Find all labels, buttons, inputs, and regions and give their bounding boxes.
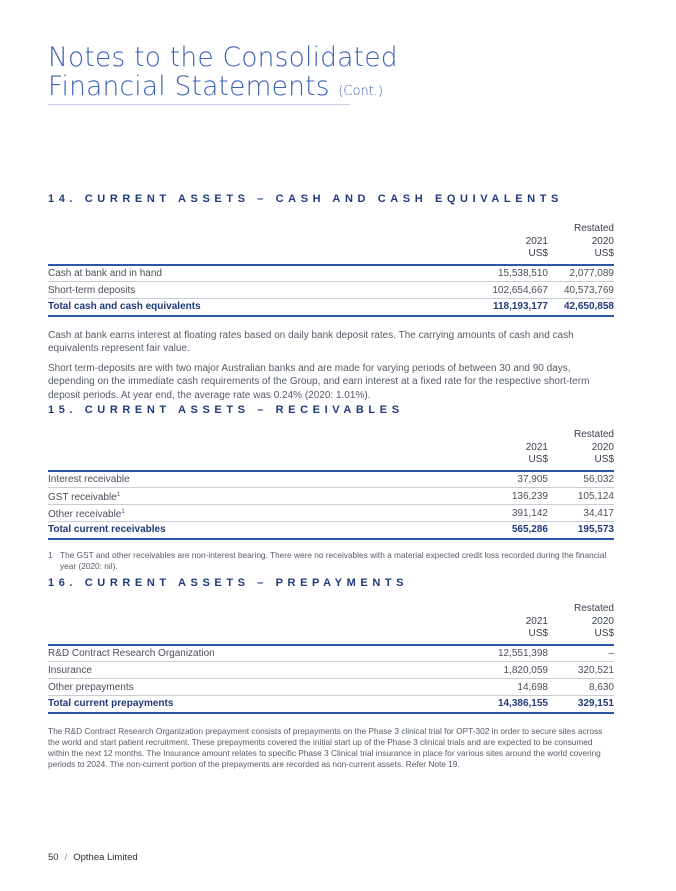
prepayments-table <box>48 603 614 714</box>
total-value-2020: 195,573 <box>548 522 614 539</box>
table-row <box>48 488 614 505</box>
row-label: Insurance <box>48 662 478 679</box>
receivables-table <box>48 429 614 540</box>
col-2021-header: 2021 US$ <box>525 441 548 465</box>
footnote-number: 1 <box>48 549 53 560</box>
table-row <box>48 505 614 522</box>
col-2020-header: Restated 2020 US$ <box>573 223 614 259</box>
table-header-row <box>48 223 614 265</box>
page-footer <box>48 852 138 863</box>
footer-separator: / <box>64 852 68 863</box>
total-value-2021: 14,386,155 <box>478 696 548 713</box>
title-divider <box>48 104 350 105</box>
row-value-2021: 15,538,510 <box>478 265 548 282</box>
page-number: 50 <box>48 852 59 863</box>
section-16-heading: 16. CURRENT ASSETS – PREPAYMENTS <box>48 577 409 589</box>
col-2020-header: Restated 2020 US$ <box>573 603 614 639</box>
row-value-2021: 37,905 <box>478 471 548 488</box>
table-row <box>48 645 614 662</box>
row-value-2020: 56,032 <box>548 471 614 488</box>
col-2021-header: 2021 US$ <box>525 615 548 639</box>
table-row <box>48 662 614 679</box>
total-label: Total current prepayments <box>48 696 478 713</box>
row-value-2020: 40,573,769 <box>548 282 614 299</box>
total-value-2021: 118,193,177 <box>478 299 548 316</box>
table-total-row <box>48 299 614 316</box>
cash-note-paragraph-1: Cash at bank earns interest at floating rates based on daily bank deposit rates. The carrying amounts of cash and cash equivalents represent fair value. <box>48 329 574 354</box>
table-header-row <box>48 603 614 645</box>
row-label: Interest receivable <box>48 471 478 488</box>
footnote-ref: 1 <box>121 508 125 515</box>
row-value-2021: 391,142 <box>478 505 548 522</box>
table-total-row <box>48 696 614 713</box>
row-value-2021: 14,698 <box>478 679 548 696</box>
section-16 <box>48 577 614 770</box>
row-value-2020: 105,124 <box>548 488 614 505</box>
cash-table <box>48 223 614 317</box>
footnote-ref: 1 <box>116 491 121 498</box>
table-header-row <box>48 429 614 471</box>
section-15-heading: 15. CURRENT ASSETS – RECEIVABLES <box>48 404 404 416</box>
page-title <box>48 43 398 106</box>
row-value-2021: 136,239 <box>478 488 548 505</box>
table-total-row <box>48 522 614 539</box>
row-label: GST receivable$^1$ <box>48 488 478 505</box>
row-label: Other prepayments <box>48 679 478 696</box>
col-2020-header: Restated 2020 US$ <box>573 429 614 465</box>
row-value-2021: 102,654,667 <box>478 282 548 299</box>
row-value-2020: 34,417 <box>548 505 614 522</box>
row-value-2021: 12,551,398 <box>478 645 548 662</box>
title-line-2 <box>48 72 398 106</box>
total-label: Total cash and cash equivalents <box>48 299 478 316</box>
total-label: Total current receivables <box>48 522 478 539</box>
company-name: Opthea Limited <box>73 852 138 863</box>
title-line-2-text: Financial Statements <box>48 71 330 102</box>
total-value-2021: 565,286 <box>478 522 548 539</box>
table-row <box>48 282 614 299</box>
prepayments-note: The R&D Contract Research Organization prepayment consists of prepayments on the Phase 3 clinical trial for OPT-302 in order to secure sites across the world and start patient recruitment. These prepayments covered the initial start up of the Phase 3 clinical trials and are expected to be consumed within the next 12 months. The Insurance amount relates to specific Phase 3 Clinical trial insurance in place for various sites around the world covering periods to 2024. The non-current portion of the prepayments are recorded as non-current assets. Refer Note 19. <box>48 725 603 769</box>
row-label: Cash at bank and in hand <box>48 265 478 282</box>
table-row <box>48 471 614 488</box>
row-value-2020: 320,521 <box>548 662 614 679</box>
title-cont: (Cont.) <box>338 84 384 99</box>
footnote <box>48 550 614 572</box>
table-row <box>48 679 614 696</box>
row-value-2020: – <box>548 645 614 662</box>
row-value-2020: 8,630 <box>548 679 614 696</box>
row-value-2021: 1,820,059 <box>478 662 548 679</box>
row-label: Other receivable$^1$ <box>48 505 478 522</box>
total-value-2020: 329,151 <box>548 696 614 713</box>
title-line-1: Notes to the Consolidated <box>48 42 398 73</box>
row-value-2020: 2,077,089 <box>548 265 614 282</box>
section-14-heading: 14. CURRENT ASSETS – CASH AND CASH EQUIVALENTS <box>48 193 563 205</box>
row-label: Short-term deposits <box>48 282 478 299</box>
total-value-2020: 42,650,858 <box>548 299 614 316</box>
table-row <box>48 265 614 282</box>
cash-note-paragraph-2: Short term-deposits are with two major Australian banks and are made for varying periods of between 30 and 90 days, depending on the immediate cash requirements of the Group, and earn interest at a fixed rate for the respective short-term deposit periods. At year end, the average rate was 0.24% (2020: 1.01%). <box>48 362 590 401</box>
section-15 <box>48 404 614 572</box>
section-14 <box>48 193 614 402</box>
footnote-text: The GST and other receivables are non-interest bearing. There were no receivables with a material expected credit loss recorded during the financial year (2020: nil). <box>60 549 607 571</box>
col-2021-header: 2021 US$ <box>525 235 548 259</box>
row-label: R&D Contract Research Organization <box>48 645 478 662</box>
